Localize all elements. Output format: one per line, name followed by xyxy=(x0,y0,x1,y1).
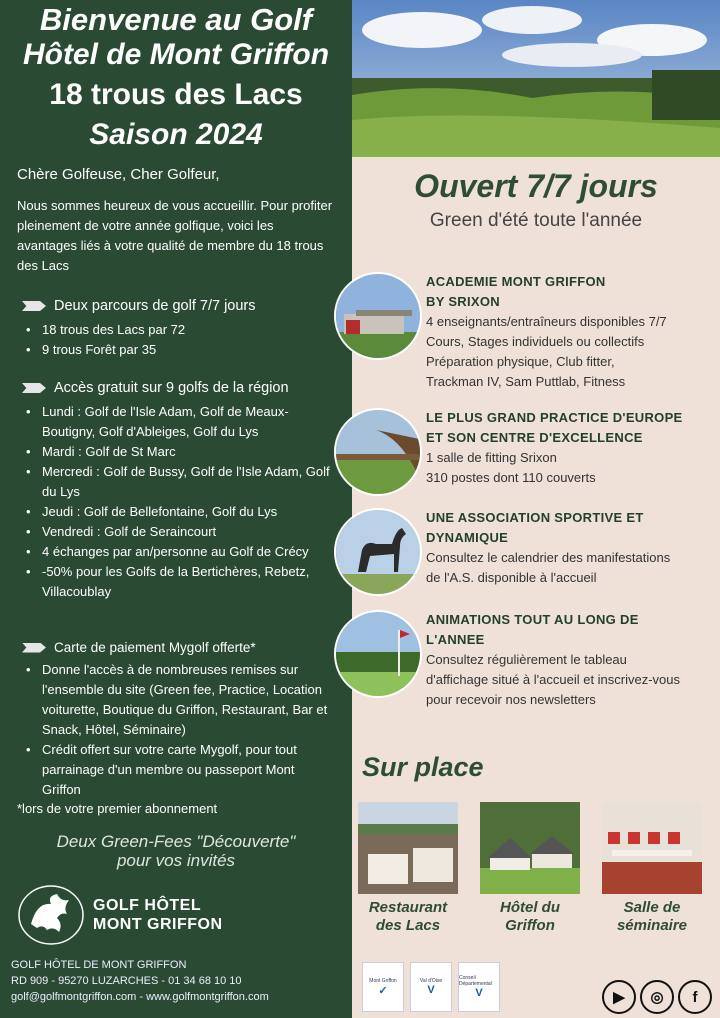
logo-line-1: GOLF HÔTEL xyxy=(93,897,202,914)
section-heading-label: Accès gratuit sur 9 golfs de la région xyxy=(54,380,289,396)
feature-title-line: BY SRIXON xyxy=(426,294,500,309)
feature-title-line: UNE ASSOCIATION SPORTIVE ET xyxy=(426,510,644,525)
feature-title xyxy=(426,272,716,312)
caption-line: Griffon xyxy=(505,917,555,934)
list-item: • 4 échanges par an/personne au Golf de Crécy xyxy=(42,542,332,562)
horse-statue-image xyxy=(334,508,422,596)
green-fees-offer xyxy=(0,832,352,870)
feature-title-line: LE PLUS GRAND PRACTICE D'EUROPE xyxy=(426,410,683,425)
intro-text: Nous sommes heureux de vous accueillir. Pour profiter pleinement de votre année golfique, voici les avantages liés à votre qualité de membre du 18 trous des Lacs xyxy=(17,198,333,273)
caption-hotel xyxy=(470,899,590,935)
caption-line: des Lacs xyxy=(375,917,441,934)
feature-title-line: ANIMATIONS TOUT AU LONG DE xyxy=(426,612,639,627)
feature-body-line: d'affichage situé à l'accueil et inscrivez-vous xyxy=(426,672,681,687)
caption-seminaire xyxy=(592,899,712,935)
label-mark: ✓ xyxy=(378,984,388,997)
arrow-icon xyxy=(22,643,46,653)
feature-title-line: DYNAMIQUE xyxy=(426,530,509,545)
feature-practice xyxy=(334,408,720,504)
feature-title xyxy=(426,408,716,448)
section-heading-courses xyxy=(22,298,256,314)
list-item: • Crédit offert sur votre carte Mygolf, pour tout parrainage d'un membre ou passeport Mont Griffon xyxy=(42,740,332,800)
academy-building-image xyxy=(334,272,422,360)
left-panel xyxy=(0,0,352,1018)
label-text: Conseil Départemental xyxy=(459,975,492,987)
green-fees-line-1: Deux Green-Fees "Découverte" xyxy=(56,832,296,851)
sur-place-title: Sur place xyxy=(362,752,484,782)
youtube-icon[interactable]: ▶ xyxy=(602,980,636,1014)
logo-text xyxy=(93,896,223,934)
feature-body-line: de l'A.S. disponible à l'accueil xyxy=(426,570,597,585)
feature-title-line: ET SON CENTRE D'EXCELLENCE xyxy=(426,430,643,445)
feature-body xyxy=(426,312,716,392)
section-heading-free-access xyxy=(22,380,289,396)
labels-row xyxy=(362,962,500,1012)
feature-body-line: 1 salle de fitting Srixon xyxy=(426,450,557,465)
caption-line: Restaurant xyxy=(368,899,448,916)
label-badge xyxy=(458,962,500,1012)
section-list-courses xyxy=(42,320,332,360)
feature-body xyxy=(426,448,716,488)
seminar-room-image xyxy=(602,802,702,894)
logo xyxy=(17,884,257,946)
arrow-icon xyxy=(22,383,46,393)
caption-line: Hôtel du xyxy=(500,899,560,916)
arrow-icon xyxy=(22,301,46,311)
address-line-2: RD 909 - 95270 LUZARCHES - 01 34 68 10 10 xyxy=(11,975,242,987)
list-item: • Lundi : Golf de l'Isle Adam, Golf de Meaux-Boutigny, Golf d'Ableiges, Golf du Lys xyxy=(42,402,332,442)
label-badge xyxy=(362,962,404,1012)
label-text: Mont Griffon xyxy=(369,977,397,984)
feature-body-line: pour recevoir nos newsletters xyxy=(426,692,596,707)
address-line-3[interactable]: golf@golfmontgriffon.com - www.golfmontgriffon.com xyxy=(11,991,269,1003)
section-heading-label: Deux parcours de golf 7/7 jours xyxy=(54,298,256,314)
footnote: *lors de votre premier abonnement xyxy=(17,801,218,816)
feature-title-line: L'ANNEE xyxy=(426,632,485,647)
section-list-free-access xyxy=(42,402,332,602)
title-line-1: Bienvenue au Golf xyxy=(39,2,313,37)
facebook-icon[interactable]: f xyxy=(678,980,712,1014)
feature-body-line: Trackman IV, Sam Puttlab, Fitness xyxy=(426,374,626,389)
feature-title xyxy=(426,610,716,650)
label-badge xyxy=(410,962,452,1012)
address-line-1: GOLF HÔTEL DE MONT GRIFFON xyxy=(11,959,187,971)
feature-body xyxy=(426,548,716,588)
label-text: Val d'Oise xyxy=(419,978,443,984)
feature-body-line: Préparation physique, Club fitter, xyxy=(426,354,615,369)
feature-animations xyxy=(334,610,720,706)
list-item: • Mercredi : Golf de Bussy, Golf de l'Isle Adam, Golf du Lys xyxy=(42,462,332,502)
feature-body-line: 310 postes dont 110 couverts xyxy=(426,470,596,485)
list-item: • 9 trous Forêt par 35 xyxy=(42,340,332,360)
feature-body-line: Cours, Stages individuels ou collectifs xyxy=(426,334,645,349)
feature-body-line: 4 enseignants/entraîneurs disponibles 7/7 xyxy=(426,314,667,329)
feature-title-line: ACADEMIE MONT GRIFFON xyxy=(426,274,606,289)
instagram-icon[interactable]: ◎ xyxy=(640,980,674,1014)
restaurant-image xyxy=(358,802,458,894)
feature-body xyxy=(426,650,716,710)
list-item: • Vendredi : Golf de Seraincourt xyxy=(42,522,332,542)
label-mark: V xyxy=(475,987,483,999)
title-line-4: Saison 2024 xyxy=(89,118,263,151)
label-mark: V xyxy=(427,984,435,996)
logo-line-2: MONT GRIFFON xyxy=(93,916,223,933)
section-list-mygolf xyxy=(42,660,332,800)
feature-title xyxy=(426,508,716,548)
open-title: Ouvert 7/7 jours xyxy=(414,168,658,204)
list-item: • 18 trous des Lacs par 72 xyxy=(42,320,332,340)
caption-restaurant xyxy=(348,899,468,935)
section-heading-mygolf xyxy=(22,640,256,655)
practice-range-image xyxy=(334,408,422,496)
list-item: • Jeudi : Golf de Bellefontaine, Golf du Lys xyxy=(42,502,332,522)
feature-body-line: Consultez le calendrier des manifestations xyxy=(426,550,671,565)
greeting: Chère Golfeuse, Cher Golfeur, xyxy=(17,166,220,183)
title-line-3: 18 trous des Lacs xyxy=(49,78,303,111)
list-item: • Donne l'accès à de nombreuses remises sur l'ensemble du site (Green fee, Practice, Location voiturette, Boutique du Griffon, Restaurant, Bar et Snack, Hôtel, Séminaire) xyxy=(42,660,332,740)
list-item: • Mardi : Golf de St Marc xyxy=(42,442,332,462)
address-block xyxy=(11,957,269,1005)
list-item: • -50% pour les Golfs de la Bertichères, Rebetz, Villacoublay xyxy=(42,562,332,602)
section-heading-label: Carte de paiement Mygolf offerte* xyxy=(54,640,256,655)
hero-golf-course-image xyxy=(352,0,720,157)
golf-flag-image xyxy=(334,610,422,698)
caption-line: séminaire xyxy=(616,917,688,934)
feature-association xyxy=(334,508,720,604)
griffon-icon xyxy=(17,884,85,946)
green-fees-line-2: pour vos invités xyxy=(116,851,236,870)
feature-academie xyxy=(334,272,720,389)
open-subtitle: Green d'été toute l'année xyxy=(429,210,643,231)
caption-line: Salle de xyxy=(623,899,681,916)
hotel-image xyxy=(480,802,580,894)
feature-body-line: Consultez régulièrement le tableau xyxy=(426,652,627,667)
title-line-2: Hôtel de Mont Griffon xyxy=(22,38,330,71)
